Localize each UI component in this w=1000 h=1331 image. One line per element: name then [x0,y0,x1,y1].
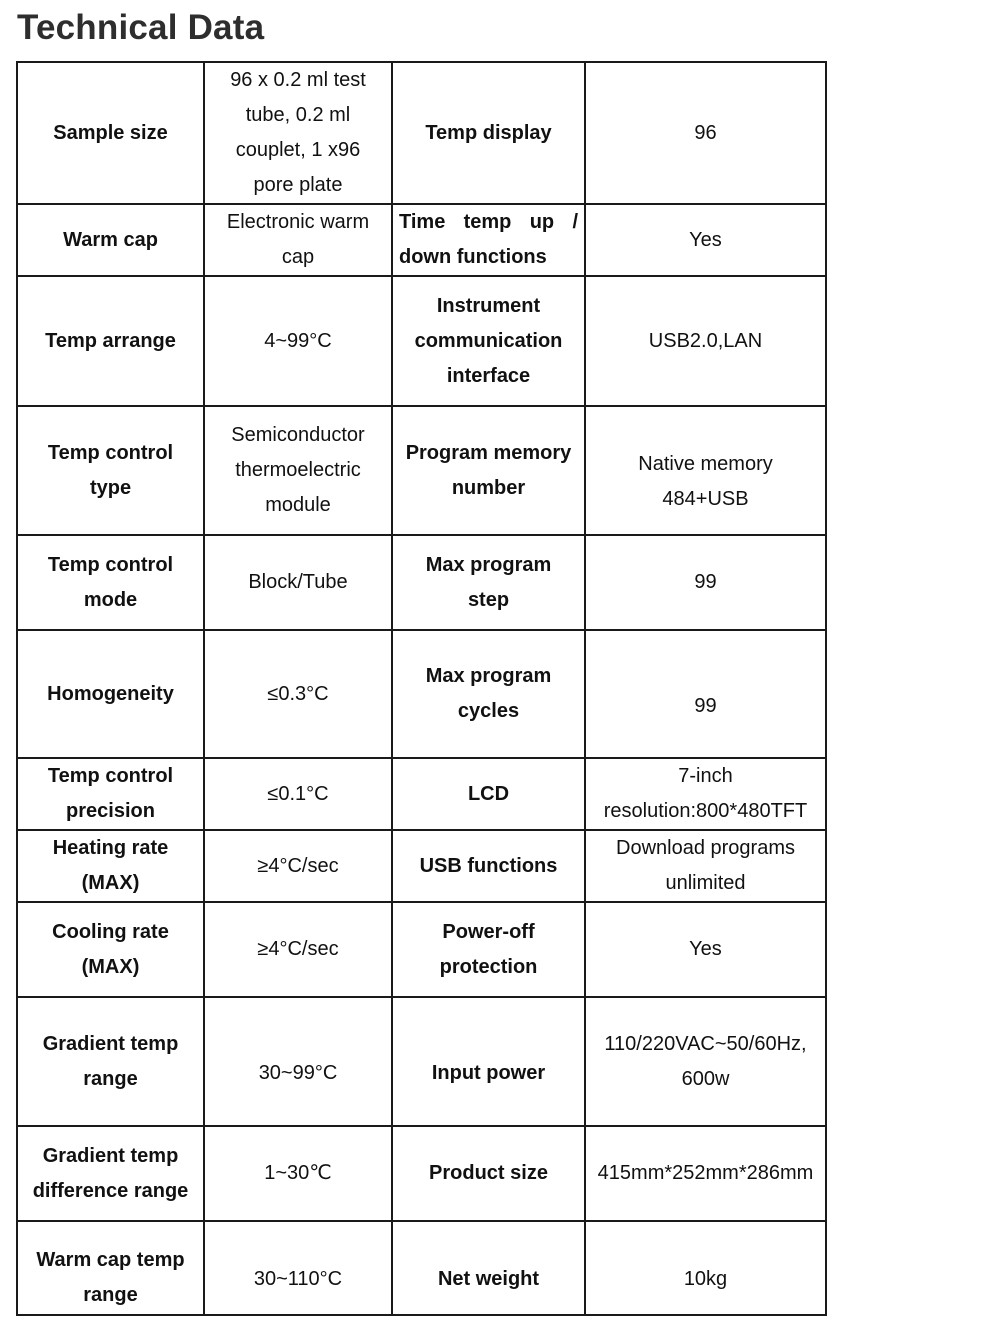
table-row [17,406,826,535]
spec-label: Gradient temp difference range [17,1126,204,1221]
spec-label: Temp control precision [17,758,204,830]
spec-label: Gradient temp range [17,997,204,1126]
spec-label: Sample size [17,62,204,204]
spec-label: Warm cap temp range [17,1221,204,1315]
technical-data-table [16,61,827,1316]
table-row [17,830,826,902]
table-row [17,758,826,830]
spec-label: Temp display [392,62,585,204]
spec-value: ≤0.1°C [204,758,392,830]
spec-label: Product size [392,1126,585,1221]
spec-value: 96 x 0.2 ml test tube, 0.2 ml couplet, 1 x96 pore plate [204,62,392,204]
spec-label: Homogeneity [17,630,204,758]
spec-value: ≥4°C/sec [204,902,392,997]
spec-value: Yes [585,902,826,997]
spec-label: Temp control mode [17,535,204,630]
table-row [17,1126,826,1221]
table-row [17,276,826,406]
spec-value: 99 [585,630,826,758]
table-row [17,62,826,204]
spec-label: Cooling rate (MAX) [17,902,204,997]
spec-value: USB2.0,LAN [585,276,826,406]
spec-label: LCD [392,758,585,830]
spec-value: 99 [585,535,826,630]
spec-label: Warm cap [17,204,204,276]
spec-label: USB functions [392,830,585,902]
table-row [17,630,826,758]
spec-value: 1~30℃ [204,1126,392,1221]
spec-label: Max program step [392,535,585,630]
spec-value: Yes [585,204,826,276]
table-row [17,204,826,276]
spec-value: Download programs unlimited [585,830,826,902]
spec-value: Electronic warm cap [204,204,392,276]
table-row [17,535,826,630]
spec-label: Temp control type [17,406,204,535]
spec-value: ≤0.3°C [204,630,392,758]
page-title: Technical Data [17,8,265,47]
spec-label: Heating rate (MAX) [17,830,204,902]
spec-value: ≥4°C/sec [204,830,392,902]
spec-label: Power-off protection [392,902,585,997]
table-row [17,1221,826,1315]
spec-value: 4~99°C [204,276,392,406]
spec-value: 7-inch resolution:800*480TFT [585,758,826,830]
spec-value: 30~110°C [204,1221,392,1315]
spec-label: Time temp up / down functions [392,204,585,276]
spec-label: Program memory number [392,406,585,535]
spec-value: 96 [585,62,826,204]
spec-value: 30~99°C [204,997,392,1126]
spec-value: 415mm*252mm*286mm [585,1126,826,1221]
spec-label: Input power [392,997,585,1126]
spec-value: Block/Tube [204,535,392,630]
spec-value: 10kg [585,1221,826,1315]
spec-label: Temp arrange [17,276,204,406]
spec-label: Max program cycles [392,630,585,758]
table-row [17,997,826,1126]
spec-label: Net weight [392,1221,585,1315]
spec-label: Instrument communication interface [392,276,585,406]
table-row [17,902,826,997]
spec-value: 110/220VAC~50/60Hz, 600w [585,997,826,1126]
spec-value: Native memory 484+USB [585,406,826,535]
spec-value: Semiconductor thermoelectric module [204,406,392,535]
